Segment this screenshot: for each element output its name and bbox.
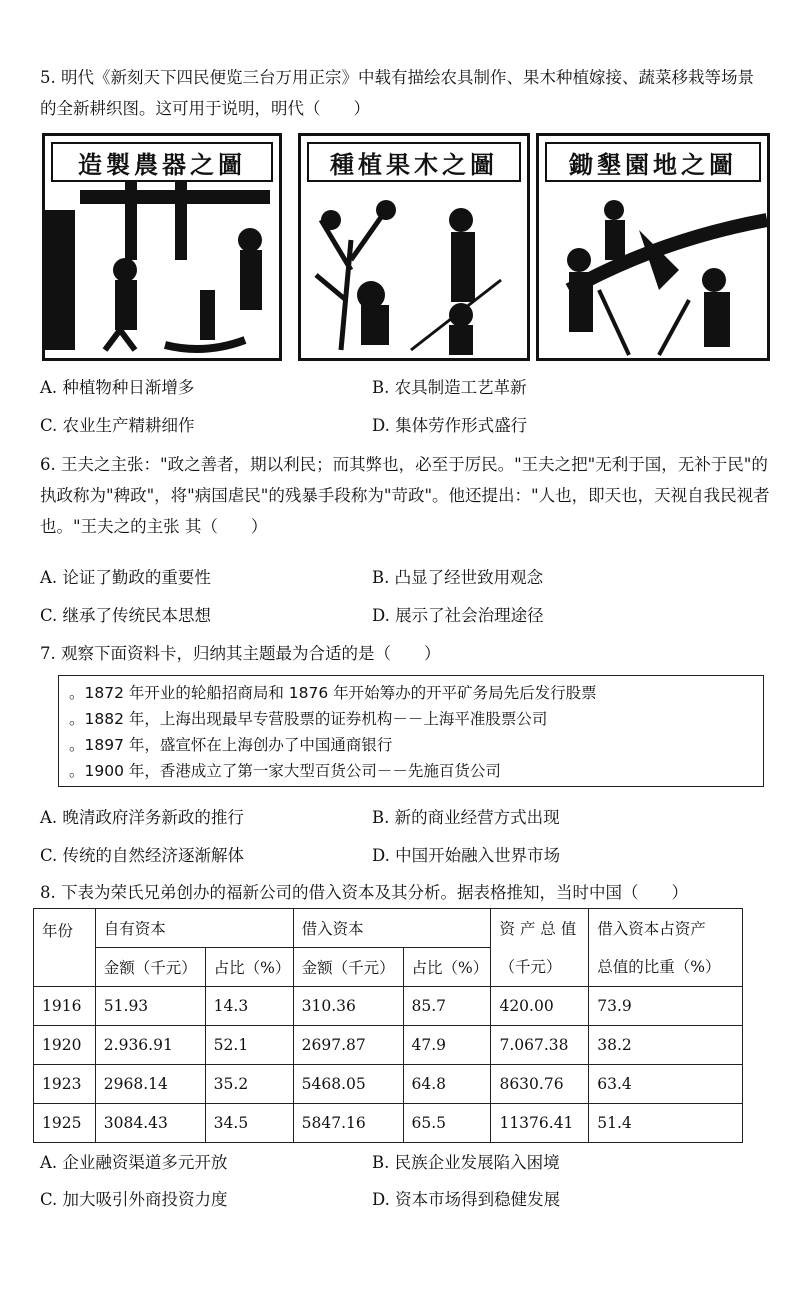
q5-option-d[interactable]: D. 集体劳作形式盛行 [372,416,528,435]
q5-option-c[interactable]: C. 农业生产精耕细作 [40,416,195,435]
cell-own-amount: 3084.43 [95,1104,205,1143]
woodcut-hoeing [536,133,770,361]
header-total-assets [491,909,589,987]
fruit-trees-illustration [301,180,527,360]
cell-own-amount: 2968.14 [95,1065,205,1104]
q6-option-b[interactable]: B. 凸显了经世致用观念 [372,568,544,587]
farm-tools-illustration [45,180,279,360]
header-borrow-amount: 金额（千元） [293,948,403,987]
table-row [34,1065,743,1104]
cell-own-amount: 51.93 [95,987,205,1026]
cell-own-share: 35.2 [205,1065,293,1104]
header-borrow-share: 占比（%） [403,948,491,987]
cell-total-assets: 11376.41 [491,1104,589,1143]
card-item: 。1872 年开业的轮船招商局和 1876 年开始筹办的开平矿务局先后发行股票 [69,684,597,702]
q7-resource-card [58,675,764,787]
cell-own-share: 52.1 [205,1026,293,1065]
q7-option-b[interactable]: B. 新的商业经营方式出现 [372,808,560,827]
cell-total-assets: 420.00 [491,987,589,1026]
q6-option-d[interactable]: D. 展示了社会治理途径 [372,606,544,625]
card-item: 。1882 年，上海出现最早专营股票的证券机构－－上海平准股票公司 [69,710,548,728]
cell-borrow-amount: 2697.87 [293,1026,403,1065]
cell-borrow-ratio: 38.2 [589,1026,743,1065]
q8-option-b[interactable]: B. 民族企业发展陷入困境 [372,1153,560,1172]
cell-year: 1916 [34,987,96,1026]
q6-option-c[interactable]: C. 继承了传统民本思想 [40,606,212,625]
hoeing-illustration [539,180,767,360]
q7-stem: 7. 观察下面资料卡，归纳其主题最为合适的是（ ） [40,644,441,663]
q5-option-b[interactable]: B. 农具制造工艺革新 [372,378,527,397]
cell-borrow-share: 47.9 [403,1026,491,1065]
cell-borrow-share: 64.8 [403,1065,491,1104]
header-borrowed-capital: 借入资本 [293,909,491,948]
card-item: 。1897 年，盛宣怀在上海创办了中国通商银行 [69,736,393,754]
header-borrow-ratio-line1: 借入资本占资产 [597,919,706,938]
cell-own-share: 34.5 [205,1104,293,1143]
q8-option-c[interactable]: C. 加大吸引外商投资力度 [40,1190,228,1209]
header-own-capital: 自有资本 [95,909,293,948]
table-row [34,1104,743,1143]
woodcut-title: 造製農器之圖 [51,142,273,182]
cell-total-assets: 8630.76 [491,1065,589,1104]
cell-borrow-amount: 5847.16 [293,1104,403,1143]
q7-option-d[interactable]: D. 中国开始融入世界市场 [372,846,561,865]
q5-option-a[interactable]: A. 种植物种日渐增多 [40,378,195,397]
header-borrow-ratio-line2: 总值的比重（%） [597,957,721,976]
woodcut-fruit-trees [298,133,530,361]
q8-option-a[interactable]: A. 企业融资渠道多元开放 [40,1153,228,1172]
cell-borrow-share: 65.5 [403,1104,491,1143]
q8-capital-table [33,908,743,1143]
header-year: 年份 [34,909,96,987]
woodcut-title: 鋤墾園地之圖 [545,142,761,182]
header-borrow-ratio [589,909,743,987]
woodcut-title: 種植果木之圖 [307,142,521,182]
q8-option-d[interactable]: D. 资本市场得到稳健发展 [372,1190,561,1209]
table-row [34,1026,743,1065]
table-row [34,987,743,1026]
q6-stem: 6. 王夫之主张："政之善者，期以利民；而其弊也，必至于厉民。"王夫之把"无利于国，无补于民"的执政称为"稗政"，将"病国虐民"的残暴手段称为"苛政"。他还提出："人也，即天也，天视自我民视者也。"王夫之的主张 其（ ） [40,455,770,536]
cell-borrow-amount: 310.36 [293,987,403,1026]
cell-own-amount: 2.936.91 [95,1026,205,1065]
cell-borrow-share: 85.7 [403,987,491,1026]
cell-own-share: 14.3 [205,987,293,1026]
header-own-share: 占比（%） [205,948,293,987]
header-total-assets-line2: （千元） [499,957,562,976]
q6-option-a[interactable]: A. 论证了勤政的重要性 [40,568,211,587]
cell-borrow-amount: 5468.05 [293,1065,403,1104]
q7-option-a[interactable]: A. 晚清政府洋务新政的推行 [40,808,244,827]
cell-borrow-ratio: 73.9 [589,987,743,1026]
cell-total-assets: 7.067.38 [491,1026,589,1065]
card-item: 。1900 年，香港成立了第一家大型百货公司－－先施百货公司 [69,762,501,780]
cell-borrow-ratio: 63.4 [589,1065,743,1104]
cell-year: 1925 [34,1104,96,1143]
q5-woodcut-images [40,133,770,363]
q7-option-c[interactable]: C. 传统的自然经济逐渐解体 [40,846,245,865]
header-total-assets-line1: 资 产 总 值 [499,919,577,938]
woodcut-farm-tools [42,133,282,361]
q5-stem: 5. 明代《新刻天下四民便览三台万用正宗》中载有描绘农具制作、果木种植嫁接、蔬菜移栽等场景的全新耕织图。这可用于说明，明代（ ） [40,68,754,118]
cell-borrow-ratio: 51.4 [589,1104,743,1143]
q8-stem: 8. 下表为荣氏兄弟创办的福新公司的借入资本及其分析。据表格推知，当时中国（ ） [40,883,688,902]
cell-year: 1923 [34,1065,96,1104]
header-own-amount: 金额（千元） [95,948,205,987]
cell-year: 1920 [34,1026,96,1065]
